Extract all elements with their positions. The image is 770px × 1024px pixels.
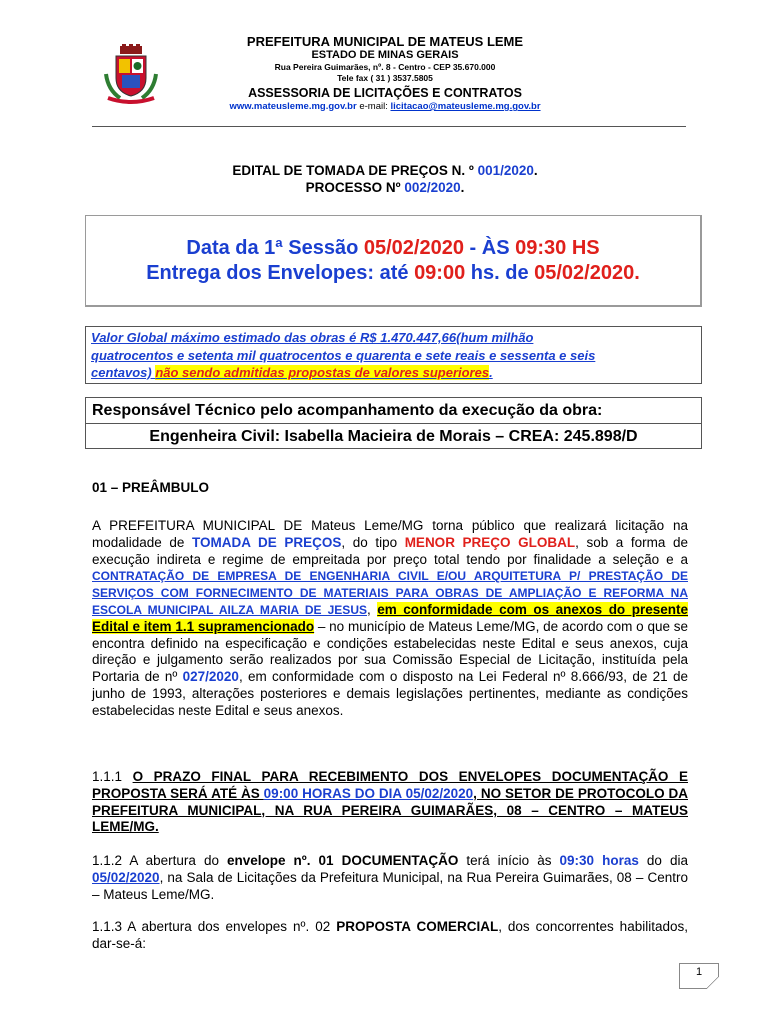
delivery-time: 09:00 [414,262,466,284]
item-1-1-2-envelope: envelope nº. 01 DOCUMENTAÇÃO [227,853,459,868]
session-label: Data da 1ª Sessão [186,237,364,259]
header-address: Rua Pereira Guimarães, nº. 8 - Centro - CEP 35.670.000 [274,62,496,72]
object-arquitetura: ARQUITETURA [466,569,561,584]
website-link[interactable]: www.mateusleme.mg.gov.br [229,101,357,112]
page-number: 1 [695,966,703,978]
item-1-1-3 [92,919,688,953]
edital-title-prefix: EDITAL DE TOMADA DE PREÇOS N. º [232,163,478,178]
edital-number: 001/2020 [477,163,534,178]
item-1-1-1 [92,769,688,836]
letterhead [0,34,770,113]
value-line-3-text: centavos) [91,365,156,380]
item-1-1-2-time: 09:30 horas [559,853,639,868]
value-line-2: quatrocentos e setenta mil quatrocentos e quarenta e sete reais e sessenta e seis [91,347,596,363]
header-divider [92,126,686,127]
portaria-number: 027/2020 [182,669,239,685]
header-phone: Tele fax ( 31 ) 3537.5805 [337,73,433,83]
process-prefix: PROCESSO Nº [305,180,405,195]
edital-title [0,162,770,196]
item-1-1-2-date: 05/02/2020 [92,869,160,885]
email-label: e-mail: [356,101,391,112]
object-services: P/ PRESTAÇÃO DE SERVIÇOS COM FORNECIMENTO DE MATERIAIS PARA OBRAS DE AMPLIAÇÃO E REFORMA NA ESCOLA MUNICIPAL AILZA MARIA DE JESUS [92,569,688,617]
item-1-1-2-text-b: terá início às [458,853,560,868]
delivery-label: Entrega dos Envelopes: até [146,262,415,284]
preamble-title: 01 – PREÂMBULO [92,480,210,495]
page-fold-icon [705,977,719,989]
item-1-1-1-number: 1.1.1 [92,769,133,784]
item-1-1-2-text-c: do dia [638,853,688,868]
email-link[interactable]: licitacao@mateusleme.mg.gov.br [390,101,541,112]
object-eou: E/OU [428,569,467,584]
item-1-1-3-text-a: 1.1.3 A abertura dos envelopes nº. 02 [92,919,337,934]
header-municipality: PREFEITURA MUNICIPAL DE MATEUS LEME [246,34,524,49]
item-1-1-2 [92,853,688,903]
item-1-1-2-text-d: , na Sala de Licitações da Prefeitura Municipal, na Rua Pereira Guimarães, 08 – Centro – Mateus Leme/MG. [92,869,688,902]
item-1-1-1-deadline: 09:00 HORAS DO DIA 05/02/2020 [263,785,474,801]
session-date: 05/02/2020 [363,237,464,259]
session-at: - ÀS [463,237,516,259]
preamble-text-4: , [366,601,378,617]
technical-responsible-table [85,397,702,449]
responsible-engineer: Engenheira Civil: Isabella Macieira de Morais – CREA: 245.898/D [149,428,638,445]
value-line-1: Valor Global máximo estimado das obras é R$ 1.470.447,66(hum milhão [91,330,534,345]
item-1-1-1-text-b: , NO SETOR DE PROTOCOLO DA PREFEITURA MUNICIPAL, NA RUA PEREIRA GUIMARÃES, 08 – CENTRO – MATEUS LEME/MG. [92,785,688,835]
item-1-1-3-text-c: , dos concorrentes habilitados, dar-se-á: [92,919,688,951]
preamble-text-3: , sob a forma de execução indireta e regime de empreitada por preço total tendo por finalidade a seleção e a [92,534,688,567]
type-menor-preco: MENOR PREÇO GLOBAL [404,534,576,550]
session-date-line [86,236,700,261]
responsible-heading: Responsável Técnico pelo acompanhamento da execução da obra: [86,398,701,424]
value-warning-highlight: não sendo admitidas propostas de valores superiores [155,365,490,380]
header-state: ESTADO DE MINAS GERAIS [311,49,459,61]
item-1-1-1-text-a: O PRAZO FINAL PARA RECEBIMENTO DOS ENVELOPES DOCUMENTAÇÃO E PROPOSTA SERÁ ATÉ ÀS [92,769,688,801]
preamble-text-5: – no município de Mateus Leme/MG, de acordo com o que se encontra definido na especificação e condições estabelecidas neste Edital e seus anexos, cuja direção e julgamento serão realizados por sua Comissão Especial de Licitação, instituída pela Portaria de nº [92,618,688,685]
page-number-box [679,963,719,989]
global-value-box [85,326,702,384]
object-contratacao: CONTRATAÇÃO DE EMPRESA DE ENGENHARIA CIVIL [92,569,429,584]
session-box [85,215,702,307]
session-time: 09:30 HS [515,237,600,259]
delivery-of: hs. de [465,262,535,284]
item-1-1-2-text-a: 1.1.2 A abertura do [92,853,227,868]
header-contacts [0,101,770,113]
process-number: 002/2020 [404,180,461,195]
preamble-paragraph [92,518,688,720]
header-department: ASSESSORIA DE LICITAÇÕES E CONTRATOS [248,86,522,100]
preamble-text-2: , do tipo [341,534,405,550]
item-1-1-3-proposal: PROPOSTA COMERCIAL [336,919,499,934]
preamble-text-6: , em conformidade com o disposto na Lei Federal nº 8.666/93, de 21 de junho de 1993, alterações posteriores e demais legislações pertinentes, mediante as condições estabelecidas neste Edital e seus anexos. [92,669,688,718]
value-line-3 [91,364,696,382]
delivery-date: 05/02/2020. [534,262,640,284]
preamble-text-1: A PREFEITURA MUNICIPAL DE Mateus Leme/MG torna público que realizará licitação na modalidade de [92,518,688,550]
conformity-highlight: em conformidade com os anexos do presente Edital e item 1.1 supramencionado [92,601,688,634]
value-line-3-end: . [489,365,493,380]
modality-tomada: TOMADA DE PREÇOS [191,534,342,550]
edital-title-suffix: . [533,163,538,178]
delivery-line [86,261,700,286]
process-suffix: . [460,180,465,195]
